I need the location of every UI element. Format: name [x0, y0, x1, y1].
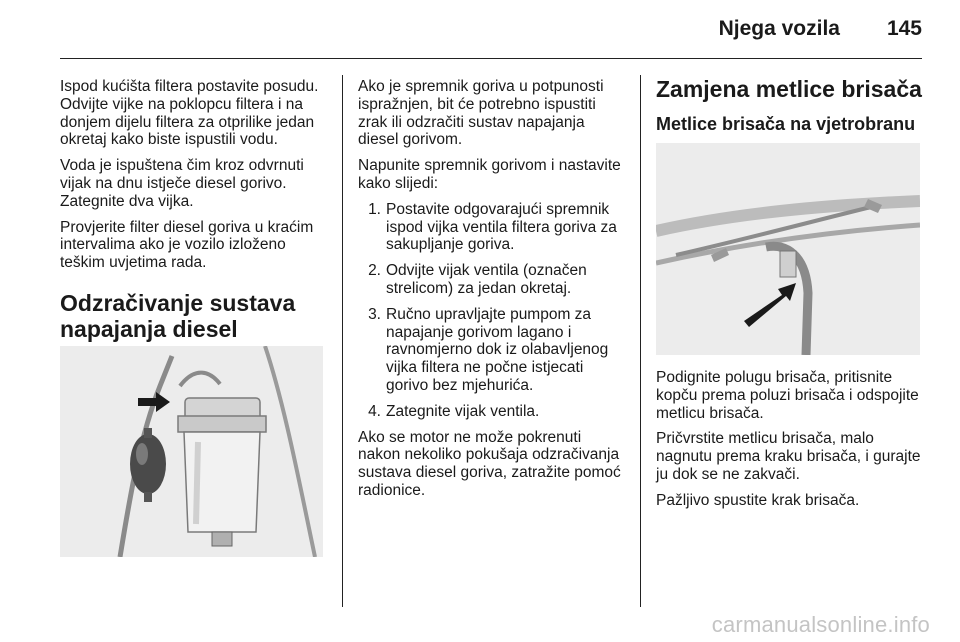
step-number: 4.: [368, 402, 381, 420]
step-text: Odvijte vijak ventila (označen strelicom) za jedan okretaj.: [386, 262, 587, 297]
step-number: 1.: [368, 200, 381, 218]
step-text: Zategnite vijak ventila.: [386, 402, 540, 420]
paragraph: Podignite polugu brisača, pritisnite kopču prema poluzi brisača i odspojite metlicu brisača.: [656, 369, 919, 422]
step-text: Ručno upravljajte pumpom za napajanje gorivom lagano i ravnomjerno dok iz olabavljenog vijka filtera ne počne istjecati gorivo bez mjehurića.: [386, 305, 609, 394]
list-item: [358, 262, 624, 298]
page-number: 145: [886, 17, 922, 40]
watermark: carmanualsonline.info: [711, 612, 930, 637]
section-heading-wiper: Zamjena metlice brisača: [656, 76, 922, 102]
column-1: [60, 78, 328, 368]
paragraph: Ako se motor ne može pokrenuti nakon nekoliko pokušaja odzračivanja sustava diesel goriva, zatražite pomoć radionice.: [358, 428, 621, 499]
wiper-blade-illustration: [656, 143, 920, 355]
column-divider-2: [640, 75, 641, 607]
paragraph: Napunite spremnik gorivom i nastavite kako slijedi:: [358, 157, 621, 192]
paragraph: Pažljivo spustite krak brisača.: [656, 491, 860, 509]
step-number: 2.: [368, 262, 381, 280]
step-text: Postavite odgovarajući spremnik ispod vijka ventila filtera goriva za sakupljanje goriva.: [386, 200, 617, 254]
step-number: 3.: [368, 305, 381, 323]
subheading-windscreen-wipers: Metlice brisača na vjetrobranu: [656, 114, 916, 134]
list-item: [358, 201, 624, 254]
list-item: [358, 306, 624, 395]
steps-list: [358, 201, 624, 421]
paragraph: Provjerite filter diesel goriva u kraćim intervalima ako je vozilo izloženo teškim uvjetima rada.: [60, 218, 314, 272]
column-2: [358, 78, 624, 508]
column-3: [656, 78, 922, 135]
paragraph: Ako je spremnik goriva u potpunosti ispražnjen, bit će potrebno ispustiti zrak ili odzračiti sustav napajanja diesel gorivom.: [358, 78, 604, 149]
fuel-filter-illustration: [60, 346, 323, 557]
section-heading-bleeding: Odzračivanje sustava napajanja diesel: [60, 289, 296, 342]
list-item: [358, 403, 624, 421]
paragraph: Pričvrstite metlicu brisača, malo nagnutu prema kraku brisača, i gurajte ju dok se ne zakvači.: [656, 430, 921, 483]
paragraph: Ispod kućišta filtera postavite posudu. Odvijte vijke na poklopcu filtera i na donjem dijelu filtera za otprilike jedan okretaj kako biste ispustili vodu.: [60, 78, 319, 149]
paragraph: Voda je ispuštena čim kroz odvrnuti vijak na dnu istječe diesel gorivo. Zategnite dva vijka.: [60, 157, 304, 210]
header-divider: [60, 58, 922, 59]
page-header-title: Njega vozila: [718, 17, 840, 40]
column-3-body: [656, 369, 922, 518]
column-divider-1: [342, 75, 343, 607]
